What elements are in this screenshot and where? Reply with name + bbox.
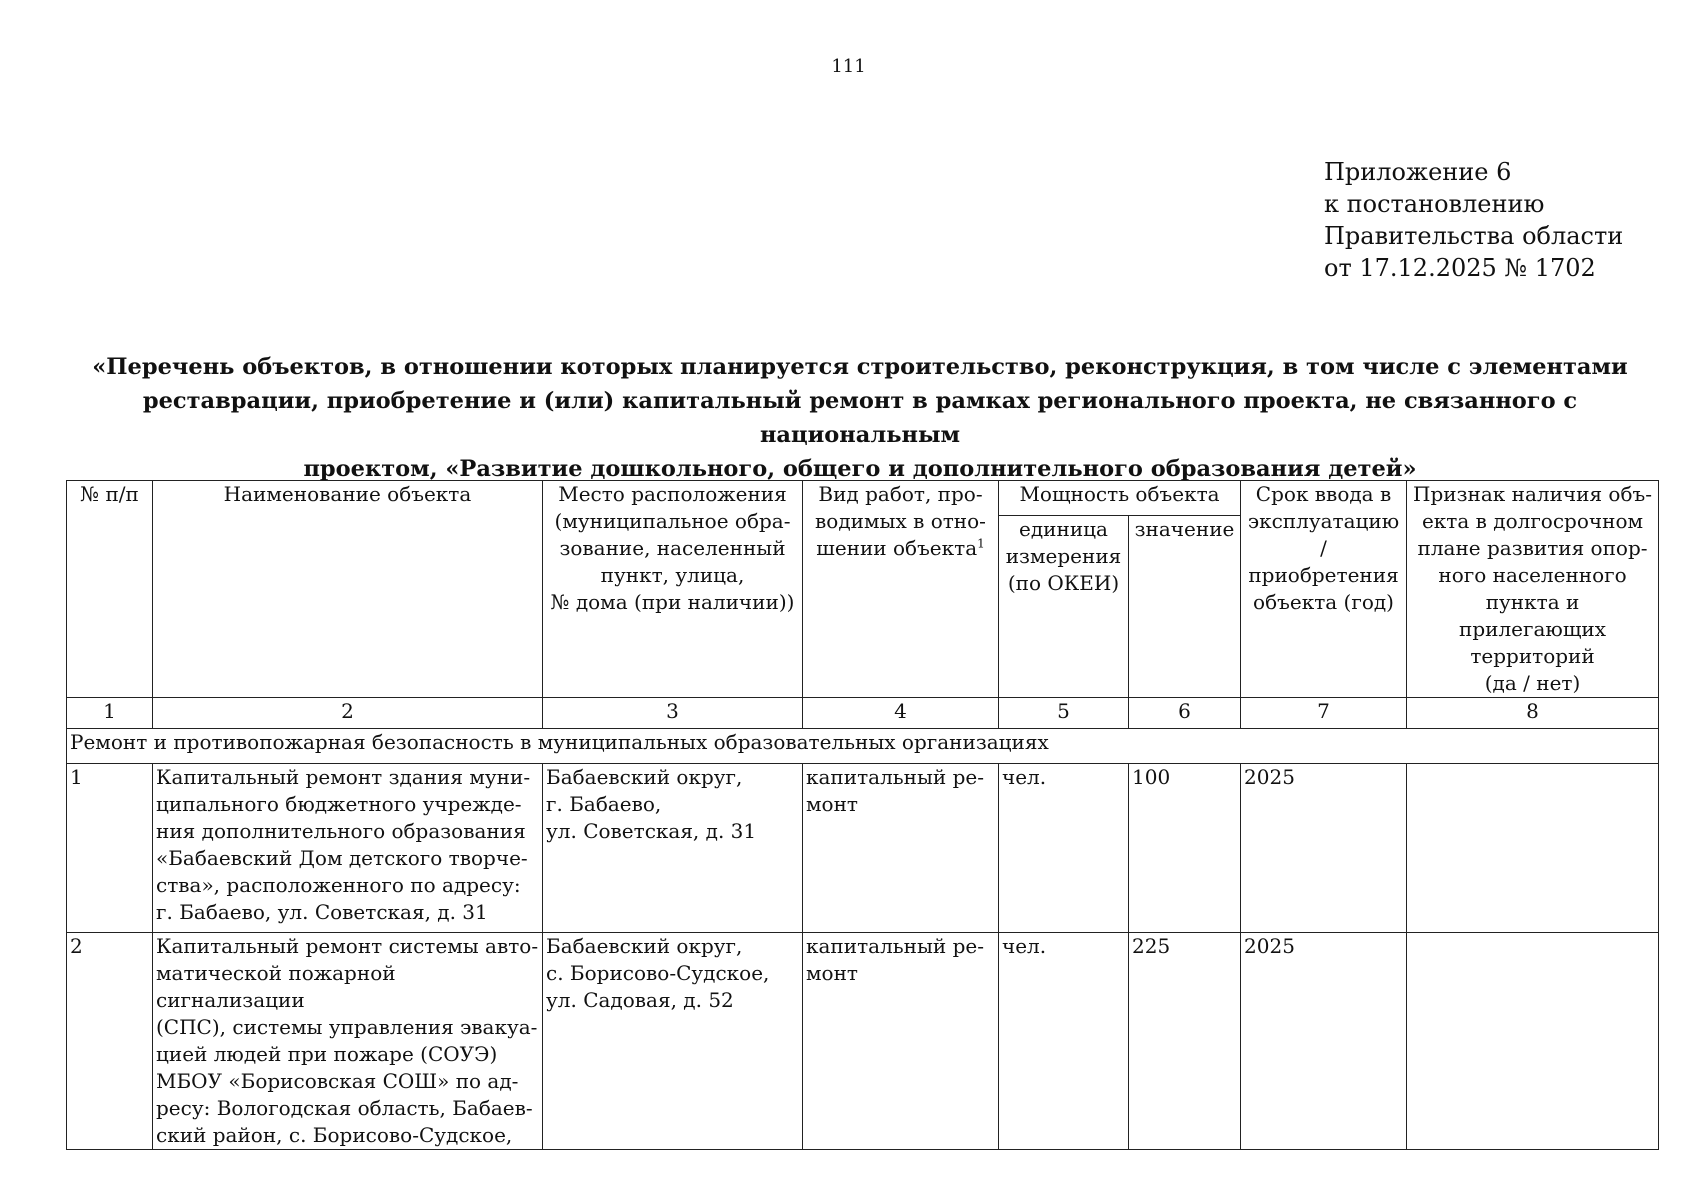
row-plan-flag (1407, 933, 1659, 1150)
page-number: 111 (831, 56, 866, 77)
row-number: 2 (67, 933, 153, 1150)
header-line: водимых в отно- (815, 509, 986, 533)
header-number: № п/п (67, 481, 153, 698)
header-line: Срок ввода в (1255, 482, 1392, 506)
table-row (67, 764, 1659, 933)
header-line: единица (1019, 517, 1108, 542)
row-year: 2025 (1241, 764, 1407, 933)
row-unit: чел. (999, 933, 1129, 1150)
header-line: (да / нет) (1484, 671, 1581, 695)
column-number: 4 (803, 698, 999, 729)
header-line: плане развития опор- (1417, 536, 1648, 560)
row-number: 1 (67, 764, 153, 933)
cell-line: МБОУ «Борисовская СОШ» по ад- (156, 1069, 519, 1093)
header-line: пункта и прилегающих (1459, 590, 1607, 641)
cell-line: Бабаевский округ, (546, 934, 743, 958)
header-name: Наименование объекта (153, 481, 543, 698)
appendix-line: Правительства области (1324, 222, 1624, 250)
header-line: территорий (1470, 644, 1595, 668)
column-number: 7 (1241, 698, 1407, 729)
cell-line: монт (806, 961, 858, 985)
header-value: значение (1129, 516, 1241, 698)
header-line: № дома (при наличии)) (550, 590, 795, 614)
cell-line: цией людей при пожаре (СОУЭ) (156, 1042, 498, 1066)
row-year: 2025 (1241, 933, 1407, 1150)
header-capacity: Мощность объекта (999, 481, 1241, 516)
appendix-line: к постановлению (1324, 190, 1545, 218)
cell-line: с. Борисово-Судское, (546, 961, 770, 985)
row-object-name (153, 933, 543, 1150)
appendix-line: Приложение 6 (1324, 158, 1512, 186)
column-number: 3 (543, 698, 803, 729)
column-number: 2 (153, 698, 543, 729)
column-number-row (67, 698, 1659, 729)
row-work-type (803, 764, 999, 933)
cell-line: ул. Садовая, д. 52 (546, 988, 734, 1012)
header-row (67, 481, 1659, 516)
column-number: 8 (1407, 698, 1659, 729)
cell-line: г. Бабаево, (546, 792, 662, 816)
column-number: 6 (1129, 698, 1241, 729)
header-line: екта в долгосрочном (1421, 509, 1644, 533)
document-title (60, 350, 1660, 486)
header-line (806, 535, 995, 562)
appendix-block (1324, 156, 1623, 284)
header-line: пункт, улица, (600, 563, 745, 587)
header-plan-flag (1407, 481, 1659, 698)
header-line: Вид работ, про- (818, 482, 983, 506)
row-plan-flag (1407, 764, 1659, 933)
column-number: 5 (999, 698, 1129, 729)
cell-line: Капитальный ремонт здания муни- (156, 765, 531, 789)
cell-line: Капитальный ремонт системы авто- (156, 934, 539, 958)
cell-line: ский район, с. Борисово-Судское, (156, 1123, 513, 1147)
header-line: Место расположения (558, 482, 787, 506)
header-line: Признак наличия объ- (1413, 482, 1652, 506)
header-line: зование, населенный (559, 536, 786, 560)
header-location (543, 481, 803, 698)
cell-line: ства», расположенного по адресу: (156, 873, 521, 897)
row-object-name (153, 764, 543, 933)
header-work-type (803, 481, 999, 698)
header-text: шении объекта (816, 536, 978, 560)
cell-line: Бабаевский округ, (546, 765, 743, 789)
header-line: ного населенного (1438, 563, 1627, 587)
row-value: 100 (1129, 764, 1241, 933)
objects-table (66, 480, 1659, 1150)
cell-line: монт (806, 792, 858, 816)
header-line: объекта (год) (1253, 590, 1394, 614)
appendix-line: от 17.12.2025 № 1702 (1324, 254, 1596, 282)
header-line: приобретения (1248, 563, 1399, 587)
cell-line: ния дополнительного образования (156, 819, 526, 843)
header-unit (999, 516, 1129, 698)
header-line: эксплуатацию / (1247, 509, 1400, 560)
cell-line: г. Бабаево, ул. Советская, д. 31 (156, 900, 488, 924)
header-line: (муниципальное обра- (554, 509, 791, 533)
title-line: проектом, «Развитие дошкольного, общего и дополнительного образования детей» (303, 456, 1417, 482)
cell-line: ул. Советская, д. 31 (546, 819, 757, 843)
cell-line: «Бабаевский Дом детского творче- (156, 846, 528, 870)
row-work-type (803, 933, 999, 1150)
cell-line: ципального бюджетного учрежде- (156, 792, 522, 816)
table-row (67, 933, 1659, 1150)
title-line: «Перечень объектов, в отношении которых планируется строительство, реконструкция, в том числе с элементами (92, 354, 1628, 380)
cell-line: капитальный ре- (806, 934, 984, 958)
footnote-mark: 1 (977, 536, 985, 551)
cell-line: (СПС), системы управления эвакуа- (156, 1015, 538, 1039)
section-title: Ремонт и противопожарная безопасность в муниципальных образовательных организациях (67, 729, 1659, 764)
column-number: 1 (67, 698, 153, 729)
cell-line: капитальный ре- (806, 765, 984, 789)
cell-line: матической пожарной сигнализации (156, 961, 396, 1012)
row-location (543, 933, 803, 1150)
header-line: измерения (1005, 544, 1122, 569)
header-line: (по ОКЕИ) (1007, 571, 1120, 596)
cell-line: ресу: Вологодская область, Бабаев- (156, 1096, 533, 1120)
row-unit: чел. (999, 764, 1129, 933)
header-commission-year (1241, 481, 1407, 698)
section-row (67, 729, 1659, 764)
row-location (543, 764, 803, 933)
title-line: реставрации, приобретение и (или) капитальный ремонт в рамках регионального проекта, не связанного с национальным (142, 388, 1578, 448)
row-value: 225 (1129, 933, 1241, 1150)
